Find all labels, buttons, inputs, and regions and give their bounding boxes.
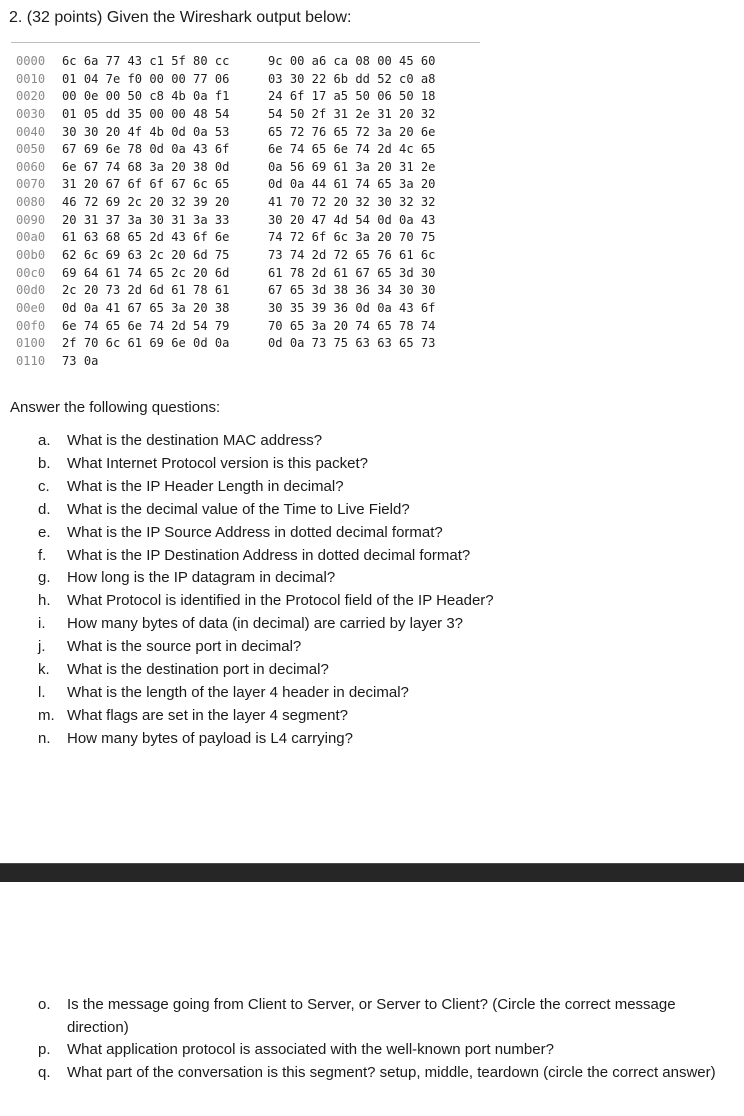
hex-offset: 0000 — [16, 54, 46, 68]
hex-offset: 0020 — [16, 89, 46, 104]
hex-bytes-second-half: 24 6f 17 a5 50 06 50 18 — [268, 89, 436, 104]
hex-dump-row — [11, 353, 480, 371]
hex-bytes-first-half: 2f 70 6c 61 69 6e 0d 0a — [62, 336, 230, 351]
hex-dump-row — [11, 88, 480, 106]
hex-offset: 0080 — [16, 195, 46, 210]
hex-offset: 00b0 — [16, 248, 46, 263]
question-text: What application protocol is associated with the well-known port number? — [67, 1041, 554, 1059]
hex-dump-row — [11, 265, 480, 283]
hex-dump-row — [11, 194, 480, 212]
question-letter: q. — [38, 1063, 51, 1081]
hex-dump-row — [11, 124, 480, 142]
hex-bytes-first-half: 0d 0a 41 67 65 3a 20 38 — [62, 300, 230, 315]
hex-offset: 0090 — [16, 212, 46, 227]
question-item — [38, 613, 738, 636]
question-letter: d. — [38, 500, 51, 518]
question-title: 2. (32 points) Given the Wireshark output below: — [9, 9, 352, 26]
hex-bytes-second-half: 70 65 3a 20 74 65 78 74 — [268, 318, 436, 333]
hex-bytes-second-half: 67 65 3d 38 36 34 30 30 — [268, 283, 436, 298]
hex-bytes-second-half: 65 72 76 65 72 3a 20 6e — [268, 124, 436, 139]
hex-bytes-second-half: 6e 74 65 6e 74 2d 4c 65 — [268, 142, 436, 157]
hex-offset: 00e0 — [16, 300, 46, 315]
hex-dump-row — [11, 159, 480, 177]
hex-bytes-second-half: 54 50 2f 31 2e 31 20 32 — [268, 106, 436, 121]
hex-dump-row — [11, 176, 480, 194]
question-letter: k. — [38, 661, 50, 679]
question-item — [38, 682, 738, 705]
hex-bytes-second-half: 30 35 39 36 0d 0a 43 6f — [268, 300, 436, 315]
hex-bytes-first-half: 6c 6a 77 43 c1 5f 80 cc — [62, 54, 230, 68]
hex-bytes-second-half: 0a 56 69 61 3a 20 31 2e — [268, 159, 436, 174]
question-item — [38, 1039, 738, 1062]
question-text: What is the decimal value of the Time to Live Field? — [67, 500, 410, 518]
question-text: What is the IP Source Address in dotted decimal format? — [67, 523, 443, 541]
hex-bytes-first-half: 67 69 6e 78 0d 0a 43 6f — [62, 142, 230, 157]
question-letter: a. — [38, 432, 51, 449]
hex-offset: 0040 — [16, 124, 46, 139]
hex-bytes-first-half: 61 63 68 65 2d 43 6f 6e — [62, 230, 230, 245]
hex-bytes-first-half: 30 30 20 4f 4b 0d 0a 53 — [62, 124, 230, 139]
hex-bytes-first-half: 00 0e 00 50 c8 4b 0a f1 — [62, 89, 230, 104]
hex-dump-row — [11, 229, 480, 247]
hex-bytes-first-half: 6e 74 65 6e 74 2d 54 79 — [62, 318, 230, 333]
hex-dump-row — [11, 212, 480, 230]
question-item — [38, 522, 738, 545]
hex-bytes-second-half: 0d 0a 73 75 63 63 65 73 — [268, 336, 436, 351]
hex-bytes-second-half: 74 72 6f 6c 3a 20 70 75 — [268, 230, 436, 245]
question-text: What is the destination MAC address? — [67, 432, 323, 449]
hex-bytes-second-half: 41 70 72 20 32 30 32 32 — [268, 195, 436, 210]
hex-bytes-second-half: 0d 0a 44 61 74 65 3a 20 — [268, 177, 436, 192]
hex-bytes-first-half: 31 20 67 6f 6f 67 6c 65 — [62, 177, 230, 192]
question-list — [38, 430, 738, 751]
question-letter: g. — [38, 569, 51, 587]
question-item — [38, 499, 738, 522]
hex-bytes-second-half: 9c 00 a6 ca 08 00 45 60 — [268, 54, 436, 68]
question-letter: c. — [38, 477, 50, 495]
question-item — [38, 636, 738, 659]
question-letter: o. — [38, 996, 51, 1013]
question-letter: b. — [38, 454, 51, 472]
hex-dump-row — [11, 247, 480, 265]
question-item — [38, 590, 738, 613]
hex-offset: 00c0 — [16, 265, 46, 280]
question-letter: i. — [38, 615, 46, 633]
question-item — [38, 994, 738, 1039]
hex-offset: 0060 — [16, 159, 46, 174]
question-text: What Internet Protocol version is this packet? — [67, 454, 368, 472]
hex-bytes-second-half: 73 74 2d 72 65 76 61 6c — [268, 248, 436, 263]
question-list-continued — [38, 994, 738, 1084]
question-letter: n. — [38, 729, 51, 747]
hex-bytes-first-half: 01 05 dd 35 00 00 48 54 — [62, 106, 230, 121]
question-text: What is the IP Header Length in decimal? — [67, 477, 344, 495]
question-item — [38, 728, 738, 751]
hex-offset: 0110 — [16, 353, 46, 368]
hex-dump-row — [11, 300, 480, 318]
hex-bytes-first-half: 62 6c 69 63 2c 20 6d 75 — [62, 248, 230, 263]
hex-bytes-first-half: 01 04 7e f0 00 00 77 06 — [62, 71, 230, 86]
hex-dump-row — [11, 71, 480, 89]
question-text: What is the destination port in decimal? — [67, 661, 329, 679]
question-letter: m. — [38, 706, 55, 724]
question-letter: e. — [38, 523, 51, 541]
question-text: How many bytes of data (in decimal) are carried by layer 3? — [67, 615, 464, 633]
question-text: Is the message going from Client to Server, or Server to Client? (Circle the correct message direction) — [67, 996, 676, 1036]
question-text: How many bytes of payload is L4 carrying? — [67, 729, 353, 747]
question-text: What is the IP Destination Address in dotted decimal format? — [67, 546, 471, 564]
question-item — [38, 476, 738, 499]
hex-bytes-first-half: 20 31 37 3a 30 31 3a 33 — [62, 212, 230, 227]
hex-offset: 0070 — [16, 177, 46, 192]
hex-dump-row — [11, 335, 480, 353]
hex-bytes-first-half: 73 0a — [62, 353, 99, 368]
question-item — [38, 1062, 738, 1085]
question-item — [38, 545, 738, 568]
question-text: What part of the conversation is this segment? setup, middle, teardown (circle the correct answer) — [67, 1063, 716, 1081]
page-divider-bar — [0, 863, 744, 882]
hex-dump-row — [11, 318, 480, 336]
hex-bytes-first-half: 2c 20 73 2d 6d 61 78 61 — [62, 283, 230, 298]
question-item — [38, 453, 738, 476]
question-text: What is the length of the layer 4 header in decimal? — [67, 683, 409, 701]
question-text: How long is the IP datagram in decimal? — [67, 569, 336, 587]
hex-bytes-first-half: 69 64 61 74 65 2c 20 6d — [62, 265, 230, 280]
question-letter: f. — [38, 546, 47, 564]
question-letter: p. — [38, 1041, 51, 1059]
hex-bytes-second-half: 03 30 22 6b dd 52 c0 a8 — [268, 71, 436, 86]
hex-offset: 00a0 — [16, 230, 46, 245]
hex-bytes-second-half: 30 20 47 4d 54 0d 0a 43 — [268, 212, 436, 227]
hex-offset: 00f0 — [16, 318, 46, 333]
answer-heading: Answer the following questions: — [10, 399, 221, 416]
hex-dump-row — [11, 53, 480, 71]
hex-dump-row — [11, 141, 480, 159]
hex-offset: 0010 — [16, 71, 46, 86]
question-text: What flags are set in the layer 4 segment? — [67, 706, 348, 724]
hex-offset: 00d0 — [16, 283, 46, 298]
hex-dump-row — [11, 282, 480, 300]
question-item — [38, 430, 738, 453]
question-item — [38, 705, 738, 728]
question-item — [38, 659, 738, 682]
question-letter: h. — [38, 592, 51, 610]
question-letter: j. — [38, 638, 46, 656]
question-letter: l. — [38, 683, 46, 701]
hex-offset: 0050 — [16, 142, 46, 157]
hex-offset: 0100 — [16, 336, 46, 351]
question-item — [38, 567, 738, 590]
wireshark-hex-dump — [11, 42, 480, 371]
hex-bytes-first-half: 6e 67 74 68 3a 20 38 0d — [62, 159, 230, 174]
question-text: What is the source port in decimal? — [67, 638, 302, 656]
hex-dump-row — [11, 106, 480, 124]
hex-offset: 0030 — [16, 106, 46, 121]
hex-bytes-first-half: 46 72 69 2c 20 32 39 20 — [62, 195, 230, 210]
question-text: What Protocol is identified in the Protocol field of the IP Header? — [67, 592, 494, 610]
hex-bytes-second-half: 61 78 2d 61 67 65 3d 30 — [268, 265, 436, 280]
